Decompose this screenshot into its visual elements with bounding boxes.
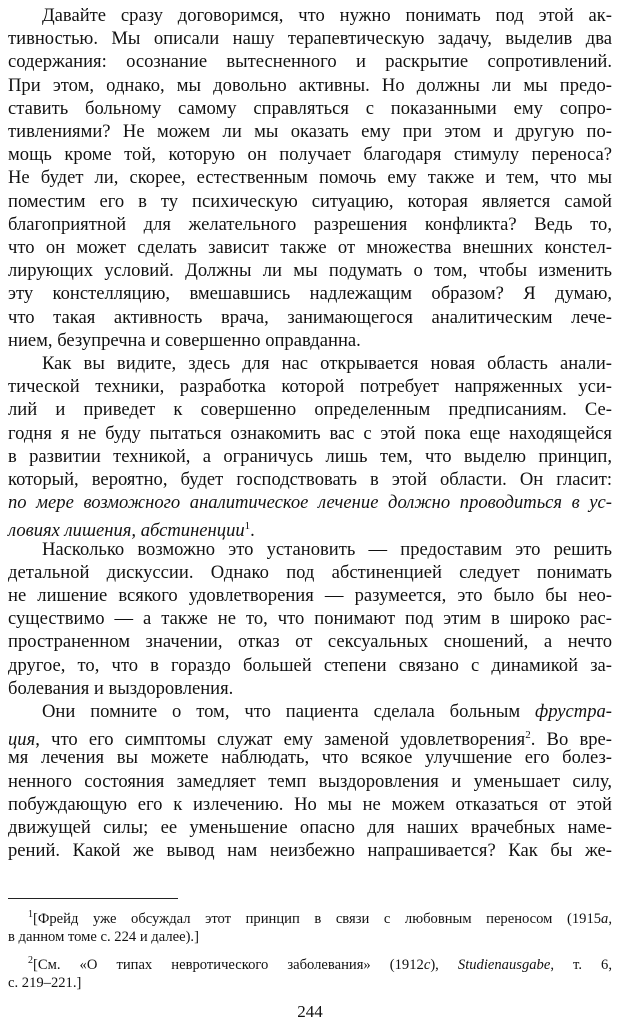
footnote-text: [См. «О типах невротического заболевания» (1912	[33, 956, 424, 973]
italic-text: ция	[8, 729, 36, 751]
footnote-text: ,	[608, 910, 612, 927]
text-line: рений. Какой же вывод нам неизбежно напрашивается? Как бы же-	[8, 840, 612, 862]
footnote-line	[8, 972, 612, 994]
italic-text: по мере возможного аналитическое лечение должно проводиться в ус-	[8, 492, 612, 514]
text-line: мя лечения вы можете наблюдать, что всякое улучшение его болез-	[8, 747, 612, 769]
text-line: который, вероятно, будет господствовать в этой области. Он гласит:	[8, 469, 612, 490]
text-line: что он может сделать зависит также от множества внешних констел-	[8, 237, 612, 258]
italic-text: ловиях лишения, абстиненции	[8, 520, 245, 542]
footnote-text: ),	[430, 956, 458, 973]
footnote-text: , т. 6,	[550, 956, 612, 973]
text-run: , что его симптомы служат ему заменой удовлетворения	[35, 729, 526, 751]
footnote-rule	[8, 898, 178, 899]
text-line-italic	[8, 491, 612, 515]
footnote-ref: 2	[525, 729, 531, 742]
footnote-line	[8, 926, 612, 948]
text-line: нием, безупречна и совершенно оправданна.	[8, 329, 361, 351]
text-line	[8, 723, 612, 751]
text-line: пространенном значении, отказ от сексуальных сношений, а нечто	[8, 631, 612, 653]
footnote-text: [Фрейд уже обсуждал этот принцип в связи с любовным переносом (1915	[33, 910, 602, 927]
text-run: Они помните о том, что пациента сделала больным	[42, 701, 536, 722]
text-line: При этом, однако, мы довольно активны. Но должны ли мы предо-	[8, 74, 612, 96]
text-run: . Во вре-	[530, 729, 612, 751]
footnote-text: Studienausgabe	[457, 956, 551, 973]
text-line-italic	[8, 514, 612, 542]
footnote-mark: 2	[28, 955, 33, 966]
italic-text: фрустра-	[535, 701, 612, 722]
footnote-line	[28, 950, 612, 972]
text-line: содержания: осознание вытесненного и раскрытие сопротивлений.	[8, 51, 612, 73]
text-line: благоприятной для желательного разрешения конфликта? Ведь то,	[8, 213, 612, 235]
text-line: не лишение всякого удовлетворения — разумеется, это было бы нео-	[8, 585, 612, 606]
text-line: тивлениями? Не можем ли мы оказать ему при этом и другую по-	[8, 121, 612, 142]
footnote-text: a	[601, 910, 609, 927]
text-line: годня я не буду пытаться ознакомить вас с этой пока еще находящейся	[8, 422, 612, 444]
footnote-ref: 1	[244, 520, 251, 533]
text-line: в развитии техникой, а ограничусь лишь тем, что выделю принцип,	[8, 445, 612, 467]
footnote-line	[28, 904, 612, 926]
text-line: детальной дискуссии. Однако под абстиненцией следует понимать	[8, 561, 612, 583]
text-line: Давайте сразу договоримся, что нужно понимать под этой ак-	[42, 5, 612, 26]
footnote-text: в данном томе с. 224 и далее).]	[8, 929, 199, 945]
text-line: лирующих условий. Должны ли мы подумать о том, чтобы изменить	[8, 260, 612, 282]
text-line: тической техники, разработка которой потребует напряженных уси-	[8, 376, 612, 398]
text-line: болевания и выздоровления.	[8, 677, 234, 699]
footnote-text: с. 219–221.]	[8, 975, 82, 991]
text-line: ставить больному самому справляться с показанными ему сопро-	[8, 97, 612, 119]
text-line: тивностью. Мы описали нашу терапевтическую задачу, выделив два	[8, 28, 612, 50]
text-line: Как вы видите, здесь для нас открывается новая область анали-	[42, 353, 612, 374]
text-line: другое, то, что в гораздо большей степени связано с динамикой за-	[8, 654, 612, 676]
text-line: мощь кроме той, которую он получает благодаря стимулу переноса?	[8, 144, 612, 166]
text-line: поместим его в ту психическую ситуацию, которая является самой	[8, 190, 612, 212]
text-line: Не будет ли, скорее, естественным помочь ему также и тем, что мы	[8, 167, 612, 189]
text-line: движущей силы; ее уменьшение опасно для наших врачебных наме-	[8, 817, 612, 838]
page-number: 244	[297, 1002, 323, 1021]
text-line: что такая активность врача, занимающегося аналитическим лече-	[8, 306, 612, 328]
punctuation: .	[250, 520, 255, 542]
footnote-text: c	[423, 956, 431, 973]
text-line: эту констелляцию, вмешавшись надлежащим образом? Я думаю,	[8, 283, 612, 305]
text-line: Насколько возможно это установить — предоставим это решить	[42, 538, 612, 560]
text-line: лий и приведет к совершенно определенным предписаниям. Се-	[8, 399, 612, 421]
text-line	[42, 700, 612, 724]
text-line: побуждающую его к излечению. Но мы не можем отказаться от этой	[8, 793, 612, 815]
footnote-mark: 1	[28, 909, 33, 920]
text-line: существимо — а также не то, что понимают под этим в широко рас-	[8, 608, 612, 630]
text-line: ненного состояния замедляет темп выздоровления и уменьшает силу,	[8, 770, 612, 792]
